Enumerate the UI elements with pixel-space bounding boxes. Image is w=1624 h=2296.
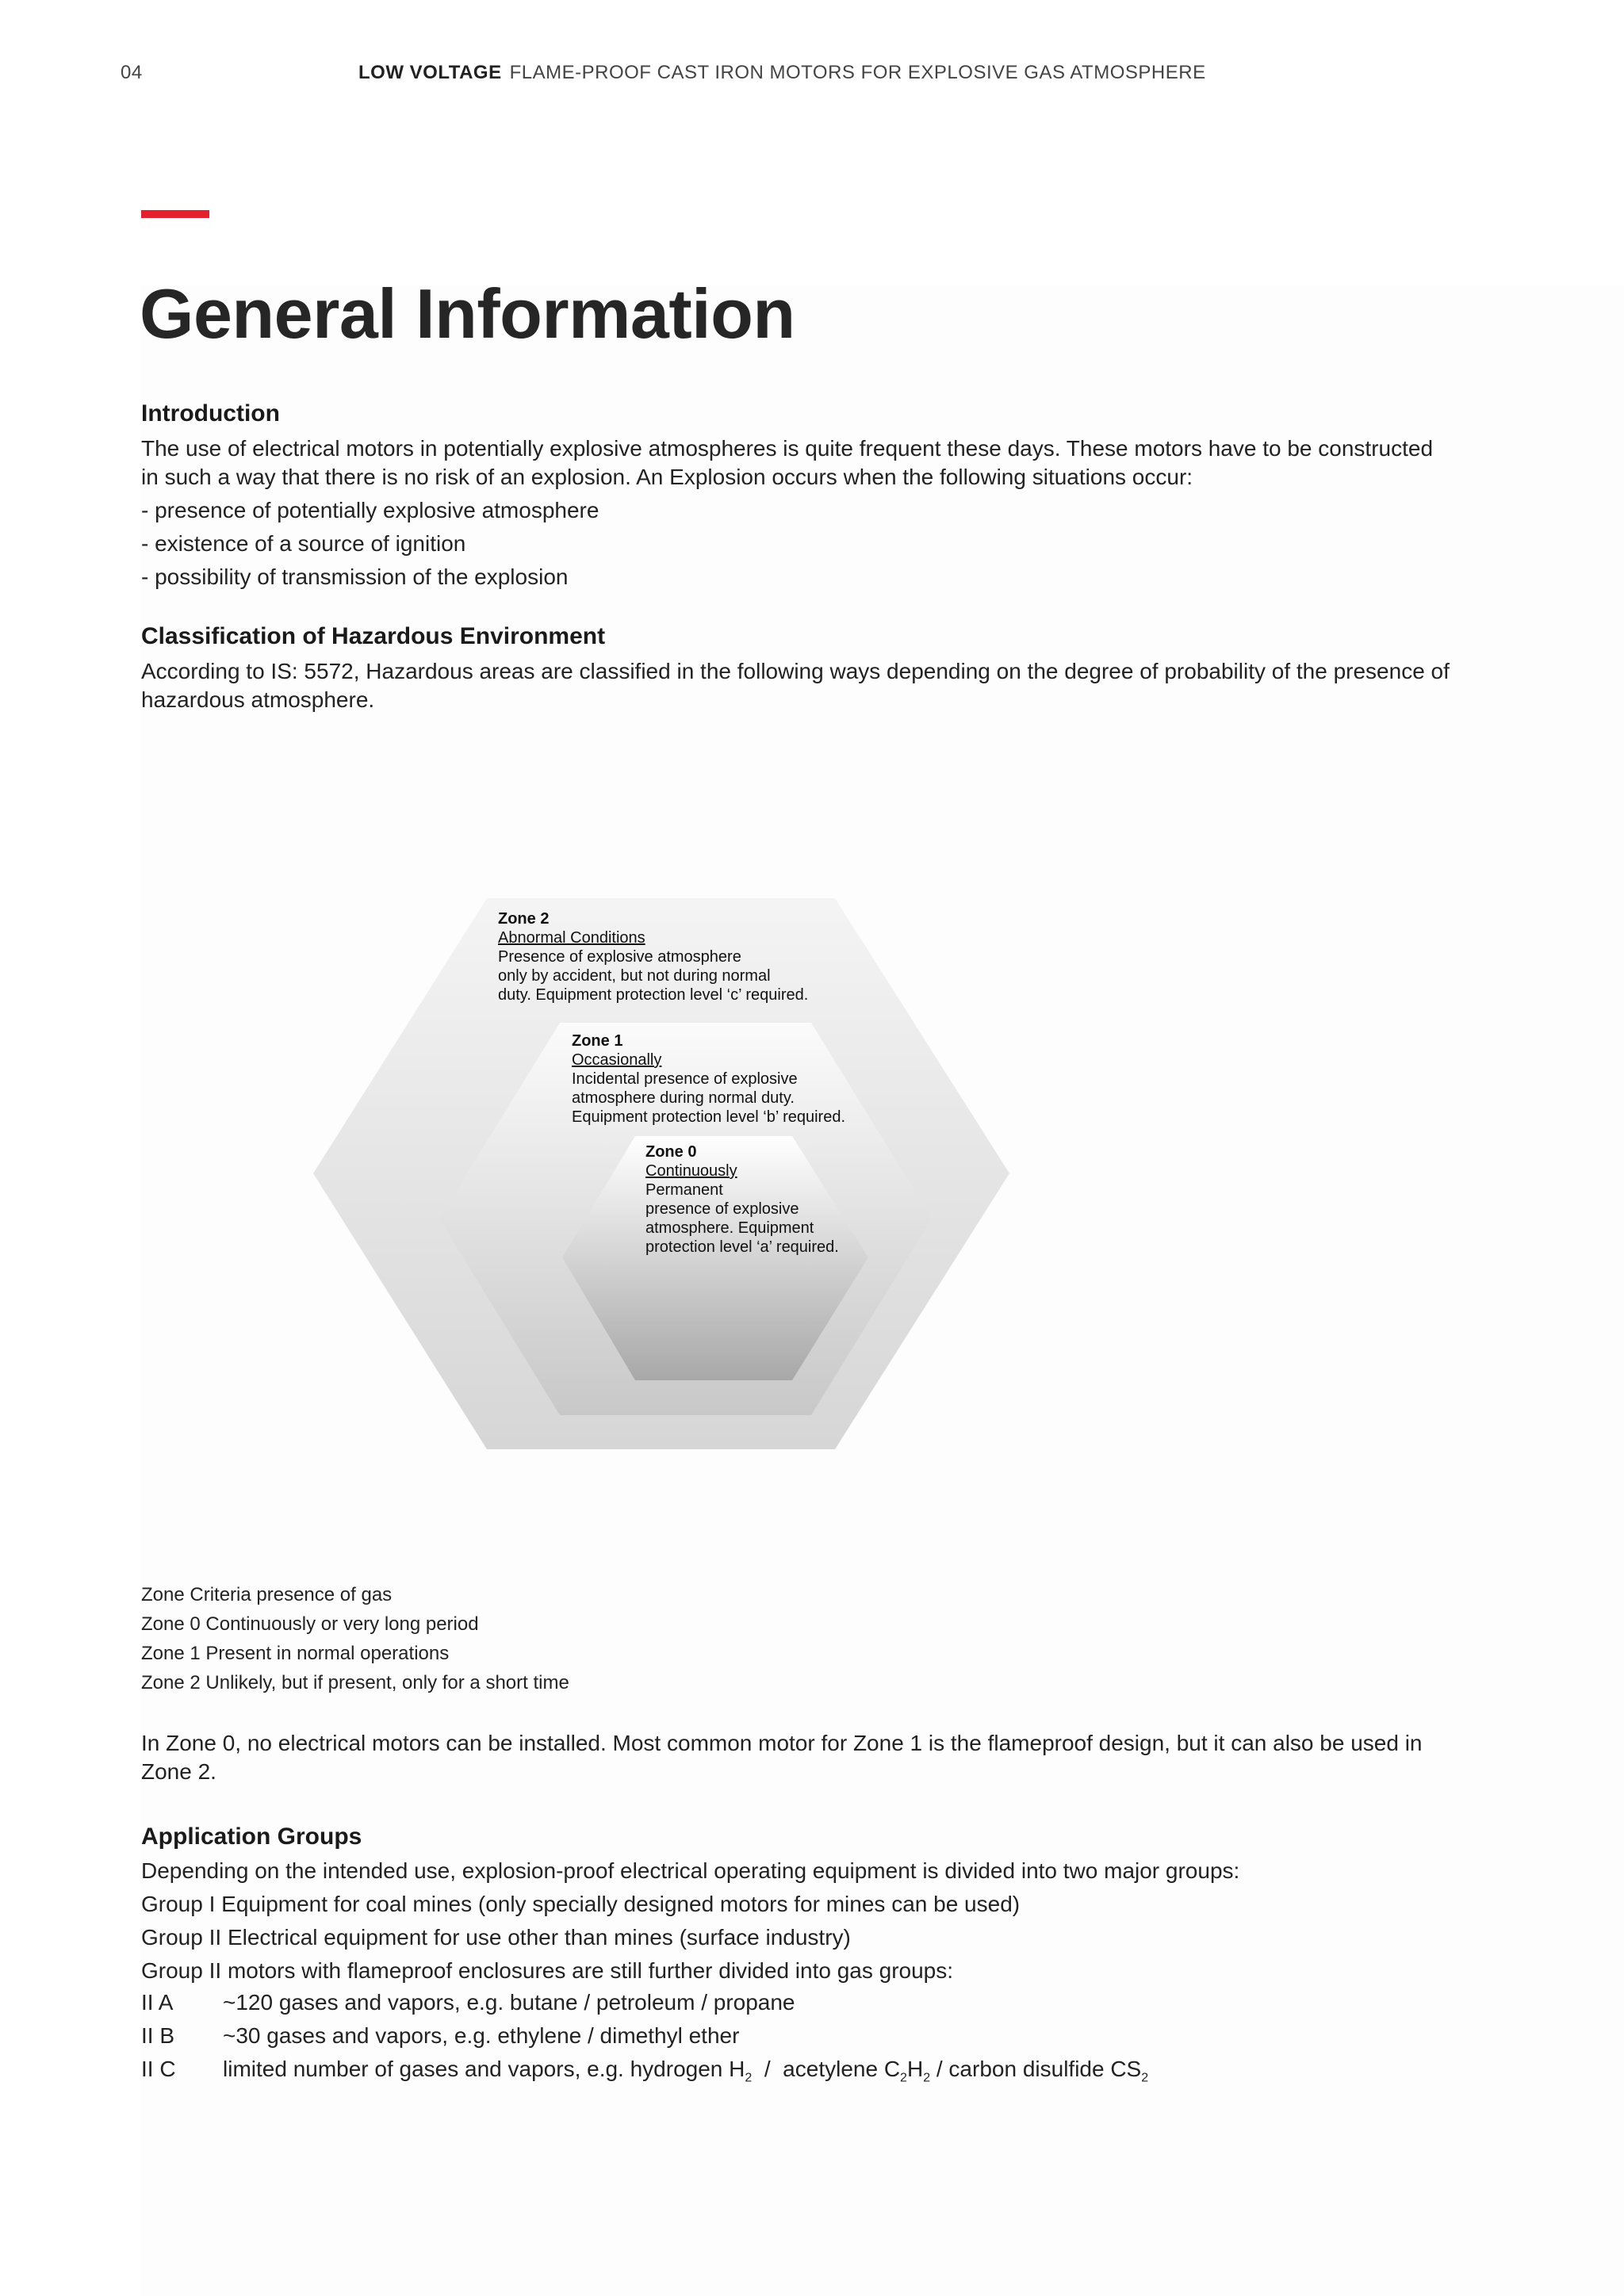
zone-2-name: Zone 2 (498, 910, 550, 928)
header-doc-title: FLAME-PROOF CAST IRON MOTORS FOR EXPLOSIVE GAS ATMOSPHERE (509, 62, 1206, 83)
introduction-paragraph-line-1: The use of electrical motors in potentially explosive atmospheres is quite frequent these days. These motors have to be constructed (141, 436, 1434, 461)
gas-group-description (223, 2057, 1148, 2086)
gas-group-text: / acetylene C (752, 2057, 901, 2081)
zone-hexagon-diagram (313, 898, 1009, 1449)
subscript: 2 (923, 2071, 931, 2085)
application-groups-heading: Application Groups (141, 1823, 362, 1850)
introduction-heading: Introduction (141, 400, 280, 427)
accent-bar (141, 210, 209, 218)
gas-group-label: II B (141, 2023, 175, 2048)
application-line: Group II motors with flameproof enclosures are still further divided into gas groups: (141, 1958, 954, 1983)
zone-1-text-line: Incidental presence of explosive (572, 1070, 798, 1088)
zone-2-description (498, 909, 808, 1004)
classification-paragraph-line-1: According to IS: 5572, Hazardous areas are classified in the following ways depending on the degree of probability of the presence of (141, 659, 1450, 683)
zone-2-text-line: only by accident, but not during normal (498, 967, 771, 985)
gas-group-description: ~120 gases and vapors, e.g. butane / petroleum / propane (223, 1990, 795, 2015)
list-item: - existence of a source of ignition (141, 531, 466, 556)
introduction-paragraph-line-2: in such a way that there is no risk of an explosion. An Explosion occurs when the following situations occur: (141, 465, 1193, 489)
application-line: Group I Equipment for coal mines (only specially designed motors for mines can be used) (141, 1892, 1021, 1916)
zone-0-text-line: protection level ‘a’ required. (645, 1238, 839, 1256)
zone-1-text-line: Equipment protection level ‘b’ required. (572, 1108, 846, 1126)
application-line: Group II Electrical equipment for use other than mines (surface industry) (141, 1925, 851, 1950)
application-line: Depending on the intended use, explosion-proof electrical operating equipment is divided into two major groups: (141, 1858, 1240, 1883)
subscript: 2 (745, 2071, 753, 2085)
zone-0-text-line: Permanent (645, 1181, 723, 1199)
zone-note-line-2: Zone 2. (141, 1759, 216, 1784)
zone-2-condition: Abnormal Conditions (498, 929, 645, 947)
gas-group-text: limited number of gases and vapors, e.g. hydrogen H (223, 2057, 745, 2081)
zone-1-name: Zone 1 (572, 1032, 623, 1050)
zone-1-condition: Occasionally (572, 1051, 662, 1069)
zone-note-line-1: In Zone 0, no electrical motors can be installed. Most common motor for Zone 1 is the flameproof design, but it can also be used in (141, 1731, 1423, 1755)
zone-1-text-line: atmosphere during normal duty. (572, 1089, 795, 1107)
zone-criteria-row: Zone 2 Unlikely, but if present, only for a short time (141, 1672, 569, 1693)
zone-0-condition: Continuously (645, 1162, 737, 1180)
list-item: - possibility of transmission of the explosion (141, 564, 569, 589)
zone-0-name: Zone 0 (645, 1143, 697, 1161)
gas-group-label: II A (141, 1990, 174, 2015)
gas-group-text: / carbon disulfide CS (930, 2057, 1142, 2081)
document-title (358, 62, 1206, 84)
zone-1-description (572, 1031, 845, 1127)
zone-criteria-row: Zone 0 Continuously or very long period (141, 1613, 479, 1635)
zone-0-description (645, 1142, 839, 1257)
classification-heading: Classification of Hazardous Environment (141, 623, 606, 649)
subscript: 2 (1141, 2071, 1149, 2085)
list-item: - presence of potentially explosive atmosphere (141, 498, 599, 522)
gas-group-text: H (906, 2057, 924, 2081)
zone-2-text-line: Presence of explosive atmosphere (498, 948, 741, 966)
zone-2-text-line: duty. Equipment protection level ‘c’ required. (498, 986, 809, 1004)
gas-group-description: ~30 gases and vapors, e.g. ethylene / dimethyl ether (223, 2023, 740, 2048)
header-category: LOW VOLTAGE (358, 62, 502, 83)
page-number: 04 (121, 62, 143, 83)
subscript: 2 (900, 2071, 907, 2085)
zone-criteria-row: Zone 1 Present in normal operations (141, 1643, 450, 1664)
zone-0-text-line: atmosphere. Equipment (645, 1219, 814, 1237)
zone-criteria-header: Zone Criteria presence of gas (141, 1584, 393, 1605)
page-title: General Information (140, 274, 795, 353)
gas-group-label: II C (141, 2057, 176, 2081)
zone-0-text-line: presence of explosive (645, 1200, 799, 1218)
classification-paragraph-line-2: hazardous atmosphere. (141, 687, 375, 712)
